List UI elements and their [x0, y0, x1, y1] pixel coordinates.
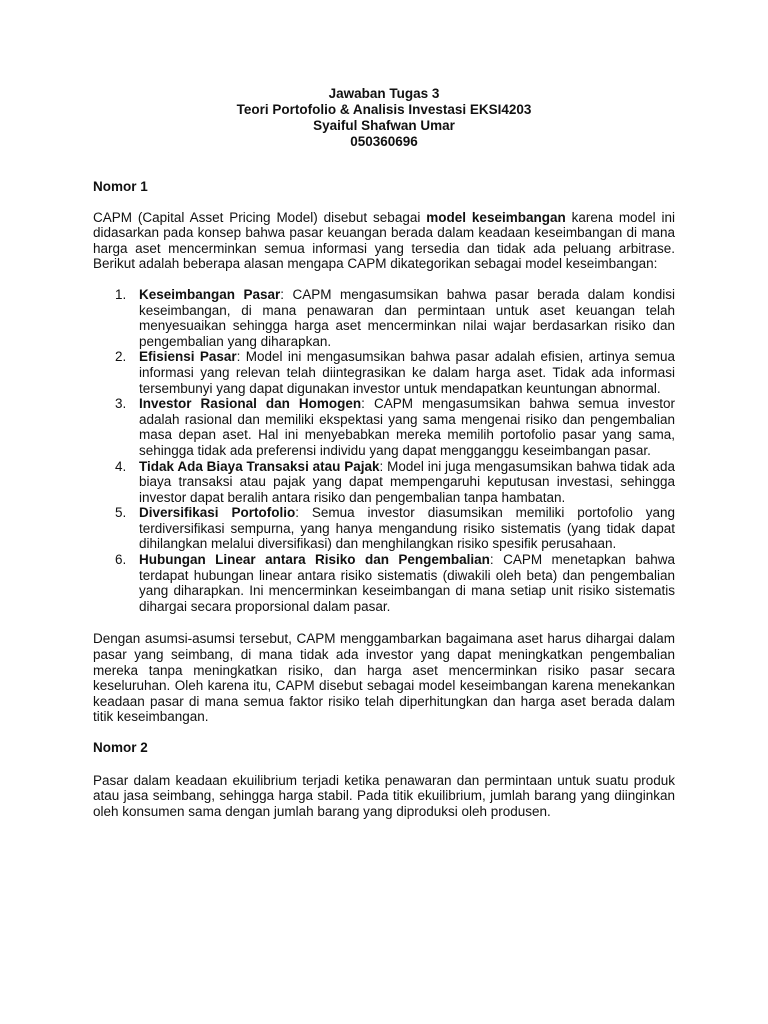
list-item-title: Diversifikasi Portofolio: [139, 505, 296, 521]
list-item-title: Tidak Ada Biaya Transaksi atau Pajak: [139, 458, 380, 474]
list-item-text: : CAPM mengasumsikan bahwa semua investor adalah rasional dan memiliki ekspektasi yang sama mengenai risiko dan pengembalian masa depan aset. Hal ini menyebabkan mereka memilih portofolio pasar yang sama, sehingga tidak ada preferensi individu yang dapat mengganggu keseimbangan pasar.: [139, 396, 675, 458]
section2-heading: Nomor 2: [93, 740, 148, 755]
list-item: [115, 349, 675, 396]
list-item-number: 2.: [115, 349, 127, 365]
header-title: Jawaban Tugas 3: [328, 86, 440, 101]
list-item-text: : CAPM menetapkan bahwa terdapat hubungan linear antara risiko sistematis (diwakili oleh beta) dan pengembalian yang diharapkan. Ini mencerminkan keseimbangan di mana setiap unit risiko sistematis dihargai secara proporsional dalam pasar.: [139, 552, 675, 614]
list-item-text: : Semua investor diasumsikan memiliki portofolio yang terdiversifikasi sempurna, yang hanya mengandung risiko sistematis (yang tidak dapat dihilangkan melalui diversifikasi) dan menghilangkan risiko spesifik perusahaan.: [139, 505, 676, 552]
section1-intro-bold: model keseimbangan: [426, 209, 566, 225]
list-item: [115, 552, 675, 614]
list-item-title: Hubungan Linear antara Risiko dan Pengembalian: [139, 552, 490, 568]
reasons-list: [93, 287, 675, 614]
section1-intro-after: karena model ini didasarkan pada konsep bahwa pasar keuangan berada dalam keadaan keseimbangan di mana harga aset mencerminkan semua informasi yang tersedia dan tidak ada peluang arbitrase. Berikut adalah beberapa alasan mengapa CAPM dikategorikan sebagai model keseimbangan:: [93, 209, 675, 272]
list-item: [115, 396, 675, 458]
list-item-number: 3.: [115, 396, 127, 412]
list-item-text: : Model ini mengasumsikan bahwa pasar adalah efisien, artinya semua informasi yang relevan telah diintegrasikan ke dalam harga aset. Tidak ada informasi tersembunyi yang dapat digunakan investor untuk mendapatkan keuntungan abnormal.: [139, 349, 675, 396]
header-course: Teori Portofolio & Analisis Investasi EKSI4203: [236, 102, 532, 117]
list-item-text: : Model ini juga mengasumsikan bahwa tidak ada biaya transaksi atau pajak yang dapat mempengaruhi keputusan investasi, sehingga investor dapat beralih antara risiko dan pengembalian tanpa hambatan.: [139, 458, 675, 505]
header-student-name: Syaiful Shafwan Umar: [313, 118, 455, 133]
document-header: [93, 86, 675, 150]
list-item-text: : CAPM mengasumsikan bahwa pasar berada dalam kondisi keseimbangan, di mana penawaran dan permintaan untuk aset keuangan telah menyesuaikan sehingga harga aset mencerminkan nilai wajar berdasarkan risiko dan pengembalian yang diharapkan.: [139, 286, 675, 349]
section1-intro-before: CAPM (Capital Asset Pricing Model) disebut sebagai: [93, 209, 427, 225]
header-student-id: 050360696: [350, 134, 418, 149]
list-item-number: 5.: [115, 505, 127, 521]
list-item: [115, 505, 676, 552]
list-item: [115, 458, 675, 506]
list-item-number: 6.: [115, 552, 127, 568]
document-page: [93, 86, 675, 819]
list-item-title: Efisiensi Pasar: [139, 349, 237, 365]
section1-heading: Nomor 1: [93, 179, 148, 194]
list-item-title: Keseimbangan Pasar: [139, 286, 281, 302]
section1-intro: [93, 210, 675, 272]
list-item: [115, 286, 675, 349]
list-item-number: 4.: [115, 458, 127, 474]
section2-paragraph: Pasar dalam keadaan ekuilibrium terjadi ketika penawaran dan permintaan untuk suatu produk atau jasa seimbang, sehingga harga stabil. Pada titik ekuilibrium, jumlah barang yang diinginkan oleh konsumen sama dengan jumlah barang yang diproduksi oleh produsen.: [93, 772, 675, 819]
list-item-title: Investor Rasional dan Homogen: [139, 396, 362, 412]
section1-conclusion: Dengan asumsi-asumsi tersebut, CAPM menggambarkan bagaimana aset harus dihargai dalam pasar yang seimbang, di mana tidak ada investor yang dapat meningkatkan pengembalian mereka tanpa meningkatkan risiko, dan harga aset mencerminkan risiko pasar secara keseluruhan. Oleh karena itu, CAPM disebut sebagai model keseimbangan karena menekankan keadaan pasar di mana semua faktor risiko telah diperhitungkan dan harga aset berada dalam titik keseimbangan.: [93, 631, 675, 725]
list-item-number: 1.: [115, 286, 127, 302]
